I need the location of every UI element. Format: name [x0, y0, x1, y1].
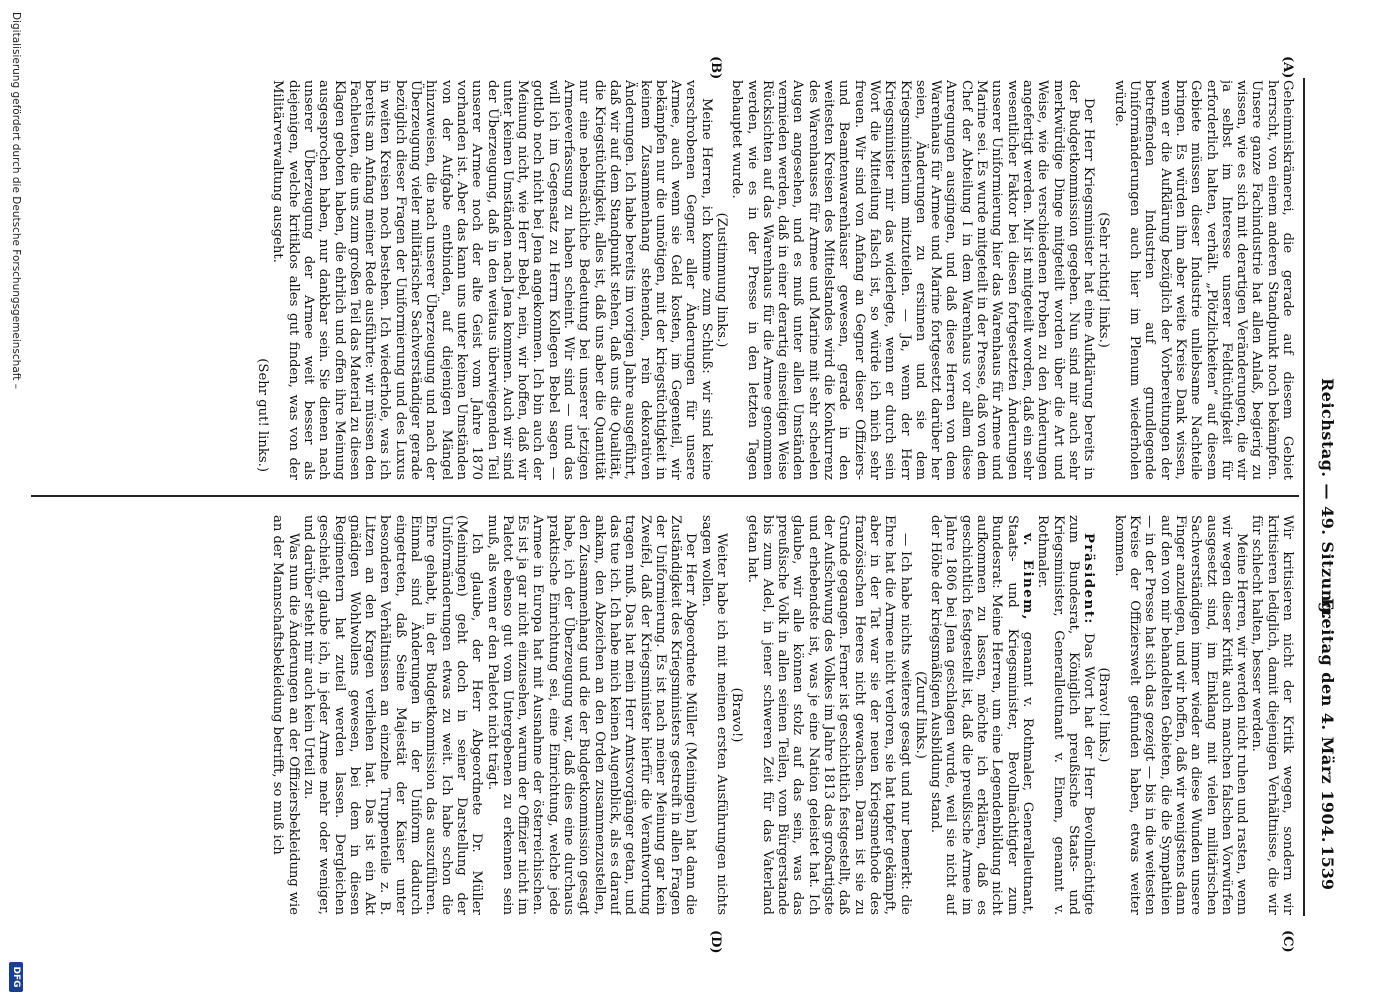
interjection: (Bravo!)	[729, 687, 745, 743]
paragraph: Meine Herren, wir werden nicht ruhen und rasten, wenn wir wegen dieser Kritik auch manchen falschen Vorwürfen ausgesetzt sind, im Einklang mit vielen militärischen Sachverständigen immer wieder an diese Wunden unsere Finger anzulegen, und wir hoffen, daß wir wenigstens dann auf den von mir behandelten Gebieten, die die Sympathien — in der Presse hat sich das gezeigt — bis in die weitesten Kreise der Offizierswelt gefunden haben, etwas weiter kommen.	[1111, 515, 1250, 915]
paragraph: Was nun die Änderungen an der Offiziersbekleidung wie an der Mannschaftsbekleidung betrifft, so muß ich	[270, 515, 301, 915]
interjection: (Zuruf links.)	[912, 671, 928, 759]
paragraph: Weiter habe ich mit meinen ersten Ausführungen nichts sagen wollen.	[698, 515, 730, 915]
interjection: (Bravo! links.)	[1096, 667, 1112, 763]
paragraph: Geheimniskrämerei, die gerade auf diesem Gebiet herrscht, von einem anderen Standpunkt noch bekämpfen. Unsere ganze Fachindustrie hat allen Anlaß, begierig zu wissen, wie es sich mit derartigen Veränderungen, die wir ja selbst im Interesse unserer Feldtüchtigkeit für erforderlich halten, verhält. „Plötzlichkeiten“ auf diesem Gebiete müssen dieser Industrie unliebsame Nachteile bringen. Es würden ihm aber weite Kreise Dank wissen, wenn er die Aufklärung bezüglich der Vorbereitungen der betreffenden Industrien auf grundlegende Uniformänderungen auch hier im Plenum wiederholen würde.	[1111, 80, 1295, 480]
margin-marker-c: (C)	[1280, 930, 1295, 953]
margin-marker-a: (A)	[1280, 56, 1295, 79]
paragraph-text: Das Wort hat der Herr Bevollmächtigte zum Bundesrat, Königlich preußische Staats- und Kriegsminister, Generalleutnant v. Einem, genannt v. Rothmaler.	[1035, 515, 1097, 915]
paragraph-text: genannt v. Rothmaler, Generalleutnant, Staats- und Kriegsminister, Bevollmächtigter zum Bundesrat: Meine Herren, um eine Legendenbildung nicht aufkommen zu lassen, möchte ich erklären, daß es geschichtlich festgestellt ist, daß die preußische Armee im Jahre 1806 bei Jena geschlagen wurde, weil sie nicht auf der Höhe der kriegsmäßigen Ausbildung stand.	[928, 515, 1035, 915]
digitization-footer	[6, 8, 24, 998]
header-date: Freitag den 4. März 1904.	[1318, 598, 1337, 843]
interjection: (Zustimmung links.)	[714, 212, 730, 348]
dfg-logo: DFG	[9, 962, 23, 992]
speaker-label: v. Einem,	[1019, 533, 1035, 621]
paragraph: Der Herr Abgeordnete Müller (Meiningen) hat dann die Zuständigkeit des Kriegsministers gestreift in allen Fragen der Uniformierung. Es ist nach meiner Meinung gar kein Zweifel, daß der Kriegsminister hierfür die Verantwortung tragen muß. Das hat mein Herr Amtsvorgänger getan, und das tue ich. Ich habe mich keinen Augenblick, als es darauf ankam, den Abzeichen an den Orden zusammenzustellen, den Zusammenhang und die der Budgetkommission gesagt habe, ich der Überzeugung war, daß dies eine durchaus praktische Einrichtung sei, eine Einrichtung, welche jede Armee in Europa hat mit Ausnahme der österreichischen. Es ist ja gar nicht einzusehen, warum der Offizier nicht im Paletot ebenso gut vom Untergebenen zu erkennen sein muß, als wenn er den Paletot nicht trägt.	[484, 515, 699, 915]
paragraph: — Ich habe nichts weiteres gesagt und nur bemerkt: die Ehre hat die Armee nicht verloren, sie hat tapfer gekämpft, aber in der Tat war sie der neuen Kriegsmethode des französischen Heeres nicht gewachsen. Daran ist sie zu Grunde gegangen. Ferner ist geschichtlich festgestellt, daß der Aufschwung des Volkes im Jahre 1813 das großartigste und erhebendste ist, was je eine Nation geleistet hat. Ich glaube, wir alle können stolz auf das sein, was das preußische Volk in allen seinen Teilen, vom Bürgerstande bis zum Adel, in jener schweren Zeit für das Vaterland getan hat.	[744, 515, 913, 915]
interjection: (Sehr richtig! links.)	[1096, 212, 1112, 348]
margin-marker-b: (B)	[708, 56, 723, 80]
paragraph: Der Herr Kriegsminister hat eine Aufklärung bereits in der Budgetkommission gegeben. Nun sind mir auch sehr merkwürdige Dinge mitgeteilt worden über die Art und Weise, wie die verschiedenen Proben zu den Änderungen angefertigt werden. Mir ist mitgeteilt worden, daß ein sehr wesentlicher Faktor bei diesen fortgesetzten Änderungen unserer Uniformierung hier das Warenhaus für Armee und Marine sei. Es wurde mitgeteilt in der Presse, daß von dem Chef der Abteilung I in dem Warenhaus vor allem diese Anregungen ausgingen, und daß diese Herren von dem Warenhaus für Armee und Marine fortgesetzt darüber her seien, Änderungen zu ersinnen und sie dem Kriegsministerium mitzuteilen. — Ja, wenn der Herr Kriegsminister mir das widerlegte, wenn er durch sein Wort die Mitteilung falsch ist, so würde ich mich sehr freuen. Wir sind von Anfang an Gegner dieser Offiziers- und Beamtenwarenhäuser gewesen, gerade in den weitesten Kreisen des Mittelstandes wird die Konkurrenz des Warenhauses für Armee und Marine mit sehr scheelen Augen angesehen, und es muß unter allen Umständen vermieden werden, daß in einer derartig einseitigen Weise Rücksichten auf das Warenhaus für die Armee genommen werden, wie es in der Presse in den letzten Tagen behauptet wurde.	[729, 80, 1097, 480]
right-column	[35, 515, 1295, 915]
page-number: 1539	[1318, 845, 1337, 890]
header-session: Reichstag. — 49. Sitzung.	[1318, 378, 1337, 620]
left-column	[35, 80, 1295, 480]
column-divider	[31, 495, 1299, 497]
paragraph	[1035, 515, 1096, 915]
footer-credit: Digitalisierung gefördert durch die Deutsche Forschungsgemeinschaft –	[10, 12, 22, 389]
president-label: Präsident:	[1081, 533, 1097, 626]
paragraph: Wir kritisieren nicht der Kritik wegen, sondern wir kritisieren lediglich, damit diejenigen Verhältnisse, die wir für schlecht halten, besser werden.	[1249, 515, 1295, 915]
header-rule	[1303, 78, 1305, 916]
margin-marker-d: (D)	[708, 930, 723, 954]
paragraph: Meine Herren, ich komme zum Schluß: wir sind keine verschrobenen Gegner aller Änderungen für unsere Armee, auch wenn sie Geld kosten, im Gegenteil, wir bekämpfen nur die unnötigen, mit der kriegstüchtigkeit in keinem Zusammenhang stehenden, rein dekorativen Änderungen. Ich habe bereits im vorigen Jahre ausgeführt, daß wir auf dem Standpunkt stehen, daß uns die Qualität, die Kriegstüchtigkeit, alles ist, daß uns aber die Quantität nur eine nebensächliche Bedeutung bei unserer jetzigen Armeeverfassung zu haben scheint. Wir sind — und das will ich im Gegensatz zu Herrn Kollegen Bebel sagen — gottlob noch nicht bei Jena angekommen. Ich bin auch der Meinung nicht, wie Herr Bebel, nein, wir hoffen, daß wir unter keinen Umständen nach Jena kommen. Auch wir sind der Überzeugung, daß in den weitaus überwiegenden Teil unserer Armee noch der alte Geist vom Jahre 1870 vorhanden ist. Aber das kann uns unter keinen Umständen von der Aufgabe entbinden, auf diejenigen Mängel hinzuweisen, die nach unserer Überzeugung und nach der Überzeugung vieler militärischer Sachverständiger gerade bezüglich dieser Fragen der Uniformierung und des Luxus in weiten Kreisen noch bestehen. Ich wiederhole, was ich bereits am Anfang meiner Rede ausführte: wir müssen den Fachleuten, die uns zum großen Teil das Material zu diesen Klagen geboten haben, die ehrlich und offen ihre Meinung ausgesprochen haben, nur dankbar sein. Sie dienen nach unserer Überzeugung der Armee weit besser als diejenigen, welche kritiklos alles gut finden, was von der Militärverwaltung ausgeht.	[270, 80, 714, 480]
page-header	[1309, 78, 1337, 900]
paragraph: Ich glaube, der Herr Abgeordnete Dr. Müller (Meiningen) geht doch in seiner Darstellung der Uniformänderungen etwas zu weit. Ich habe schon die Ehre gehabt, in der Budgetkommission das auszuführen. Einmal sind Änderungen in der Uniform dadurch eingetreten, daß Seine Majestät der Kaiser unter besonderen Verhältnissen an einzelne Truppenteile z. B. Litzen an den Kragen verliehen hat. Das ist ein Akt gnädigen Wohlwollens gewesen, bei dem in diesen Regimentern hat zuteil werden lassen. Dergleichen geschieht, glaube ich, in jeder Armee mehr oder weniger, und darüber steht mir auch kein Urteil zu.	[301, 515, 485, 915]
interjection: (Sehr gut! links.)	[255, 358, 271, 472]
paragraph	[928, 515, 1035, 915]
